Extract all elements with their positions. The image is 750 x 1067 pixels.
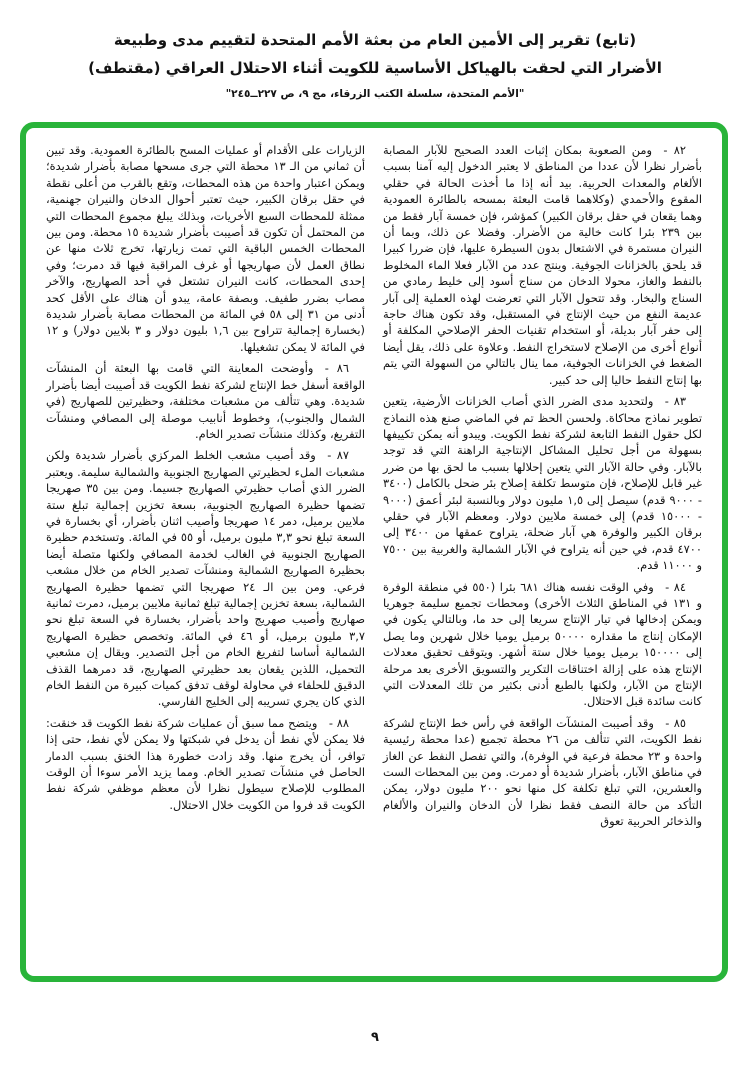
document-header [0,26,750,104]
paragraph-٨٧: ٨٧ - وقد أصيب مشعب الخلط المركزي بأضرار شديدة ولكن مشعبات الملء لحظيرتي الصهاريج الجنوبية والشمالية سليمة. ويعتبر الضرر الذي أصاب حظيرتي الصهاريج جسيما. ومن بين ٣٥ صهريجا تضمها حظيرة الصهاريج الجنوبية، بسعة تخزين إجمالية تبلغ ستة ملايين برميل، دمر ١٤ صهريجا وأصيب اثنان بأضرار، أي بخسارة في السعة تبلغ نحو ٣,٣ مليون برميل، أو ٥٥ في المائة. وتستخدم حظيرة الصهاريج الجنوبية في الغالب لخدمة المصافي ولكنها متصلة أيضا بحظيرة الصهاريج الشمالية ومنشآت تصدير الخام من خلال مشعب فرعي. ومن بين الـ ٢٤ صهريجا التي تضمها حظيرة الصهاريج الشمالية، بسعة تخزين إجمالية تبلغ ثمانية ملايين برميل، دمرت ثمانية صهاريج وأصيب صهريج واحد بأضرار، بخسارة في السعة تبلغ نحو ٣,٧ مليون برميل، أو ٤٦ في المائة. وتخصص حظيرة الصهاريج الشمالية أساسا لتفريغ الخام من أجل التصدير. ويقال إن مشعبي التحميل، اللذين يقعان بعد حظيرتي الصهاريج، قد دمرهما القذف الدقيق للحلفاء في محاولة لوقف تدفق كميات كبيرة من النفط الخام الذي كان يجري تسريبه إلى الخليج الفارسي. [46,448,365,709]
source-citation: "الأمم المتحدة، سلسلة الكتب الزرقاء، مج ٩، ص ٢٢٧ــ٢٤٥" [225,88,525,100]
text-columns [46,142,702,968]
title-line-1: (تابع) تقرير إلى الأمين العام من بعثة الأمم المتحدة لتقييم مدى وطبيعة [113,31,637,49]
title-line-2: الأضرار التي لحقت بالهياكل الأساسية للكويت أثناء الاحتلال العراقي (مقتطف) [88,59,662,77]
column-left [46,142,365,968]
paragraph-٨٤: ٨٤ - وفي الوقت نفسه هناك ٦٨١ بئرا (٥٥٠ في منطقة الوفرة و ١٣١ في المناطق الثلاث الأخرى) ومحطات تجميع سليمة جوهريا ويمكن إدخالها في تيار الإنتاج سريعا إلى حد ما، وبالتالي يكون في الإمكان إنتاج ما مقداره ٥٠٠٠٠ برميل يوميا خلال شهرين وما يصل إلى ١٥٠٠٠٠ برميل يوميا خلال ستة أشهر. ويتوقف تحقيق معدلات الإنتاج هذه على إزالة اختناقات التكرير والتسويق الأخرى بعد مرحلة الإنتاج من الآبار، ولكنها بالطبع أدنى بكثير من تلك المعدلات التي كانت سائدة قبل الاحتلال. [383,579,702,709]
paragraph-٨٨: ٨٨ - ويتضح مما سبق أن عمليات شركة نفط الكويت قد خنقت: فلا يمكن لأي نفط أن يدخل في شبكتها ولا يمكن لأي نفط، حتى إذا توافر، أن يخرج منها. وقد زادت خطورة هذا الخنق بسبب الدمار الحاصل في منشآت تصدير الخام. ومما يزيد الأمر سوءا أن الوقت المطلوب للإصلاح سيطول نظرا لأن معظم موظفي شركة نفط الكويت قد فروا من الكويت خلال الاحتلال. [46,715,365,812]
paragraph-٨٦: ٨٦ - وأوضحت المعاينة التي قامت بها البعثة أن المنشآت الواقعة أسفل خط الإنتاج لشركة نفط الكويت قد أصيبت أيضا بأضرار شديدة. وهي تتألف من مشعبات مختلفة، وحظيرتين للصهاريج (في الشمال والجنوب)، وخطوط أنابيب موصلة إلى المصافي ومنشآت التفريغ، وكذلك منشآت تصدير الخام. [46,361,365,441]
paragraph-٨٣: ٨٣ - ولتحديد مدى الضرر الذي أصاب الخزانات الأرضية، يتعين تطوير نماذج محاكاة. ولحسن الحظ تم في الماضي صنع هذه النماذج لكل حقول النفط التابعة لشركة نفط الكويت. ويبدو أنه يمكن تكييفها بسهولة من أجل تحليل المشاكل الإنتاجية الراهنة التي قد توجد بالآبار. وفي حالة الآبار التي يتعين إحلالها بسبب ما لحق بها من ضرر غير قابل للإصلاح، فإن متوسط تكلفة إصلاح بئر ضحل بالكامل (٣٤٠٠ - ٩٠٠٠ قدم) سيصل إلى ١,٥ مليون دولار وبالنسبة لبئر أعمق (٩٠٠٠ - ١٥٠٠٠ قدم) إلى خمسة ملايين دولار. ومعظم الآبار في حقلي برقان الكبير والوفرة هي آبار ضحلة، يتراوح عمقها من ٣٤٠٠ إلى ٤٧٠٠ قدم، في حين أنه يتراوح في الآبار الشمالية والغربية بين ٧٥٠٠ و ١١٠٠٠ قدم. [383,394,702,573]
paragraph-٨٢: ٨٢ - ومن الصعوبة بمكان إثبات العدد الصحيح للآبار المصابة بأضرار نظرا لأن عددا من المناطق لا يعتبر الدخول إليه آمنا بسبب الألغام والمعدات الحربية. بيد أنه إذا ما أخذت الحالة في حقلي المقوع والأحمدي (وكلاهما قامت البعثة بمسحه بالطائرة العمودية وهما يقعان في حقل برقان الكبير) كمؤشر، فإن خمسة آبار فقط من بين ٢٣٩ بئرا كانت خالية من الأضرار. وفضلا عن ذلك، وبما أن النيران مستمرة في الاشتعال بدون السيطرة عليها، فإن ضررا كبيرا قد يلحق بالخزانات الجوفية. وينتج عدد من الآبار فعلا الماء المخلوط بالنفط والغاز، محولا الدخان من سناج أسود إلى خليط رمادي من السناج والبخار. وقد تتحول الآبار التي تعرضت لهذه العملية إلى آبار عديمة النفع من حيث الإنتاج في المستقبل، وقد تكون هناك حاجة إلى حفر آبار بديلة، أو استخدام تقنيات الحفر الإصلاحي المكلفة أو أنواع أخرى من الإصلاح لاستخراج النفط. وعلاوة على ذلك، يقل أيضا الضغط في الخزانات الجوفية، مما ينال بالتالي من السهولة التي يتم بها إنتاج النفط حاليا إلى حد كبير. [383,143,702,387]
page-number: ٩ [371,1030,379,1045]
green-frame [20,122,728,982]
column-right [383,142,702,968]
paragraph-continuation: الزيارات على الأقدام أو عمليات المسح بالطائرة العمودية. وقد تبين أن ثماني من الـ ١٣ محطة التي جرى مسحها مصابة بأضرار شديدة؛ ويمكن اعتبار واحدة من هذه المحطات، وتقع بالقرب من أعلى نقطة في حقل برقان الكبير، حيث تعتبر أحوال الدخان والنيران جهنمية، ممثلة للمحطات السبع الأخريات، وبذلك يبلغ مجموع المحطات التي من المحتمل أن تكون قد أصيبت بأضرار شديدة ١٥ محطة. ومن بين المحطات الخمس الباقية التي تمت زيارتها، تخرج ثلاث منها عن نطاق العمل لأن صهاريجها أو غرف المراقبة فيها قد دمرت؛ وفي إحدى المحطات، كانت النيران تشتعل في أحد الصهاريج، والآخر مصاب بضرر طفيف. وبصفة عامة، يبدو أن هناك على الأقل كحد أدنى من ٣١ إلى ٥٨ في المائة من المحطات مصابة بأضرار شديدة (بخسارة إجمالية تتراوح بين ١,٦ بليون دولار و ٣ بلايين دولار) و ١٢ في المائة لا يمكن تشغيلها. [46,143,365,354]
paragraph-٨٥: ٨٥ - وقد أصيبت المنشآت الواقعة في رأس خط الإنتاج لشركة نفط الكويت، التي تتألف من ٢٦ محطة تجميع (عدا محطة رئيسية واحدة و ٢٣ محطة فرعية في الوفرة)، والتي تفصل النفط عن الغاز في مناطق الآبار، بأضرار شديدة أو دمرت. ومن بين المحطات الست والعشرين، التي تبلغ تكلفة كل منها نحو ٢٠٠ مليون دولار، يمكن التأكد من حالة النصف فقط نظرا لأن الدخان والنيران والألغام والذخائر الحربية تعوق [383,715,703,829]
